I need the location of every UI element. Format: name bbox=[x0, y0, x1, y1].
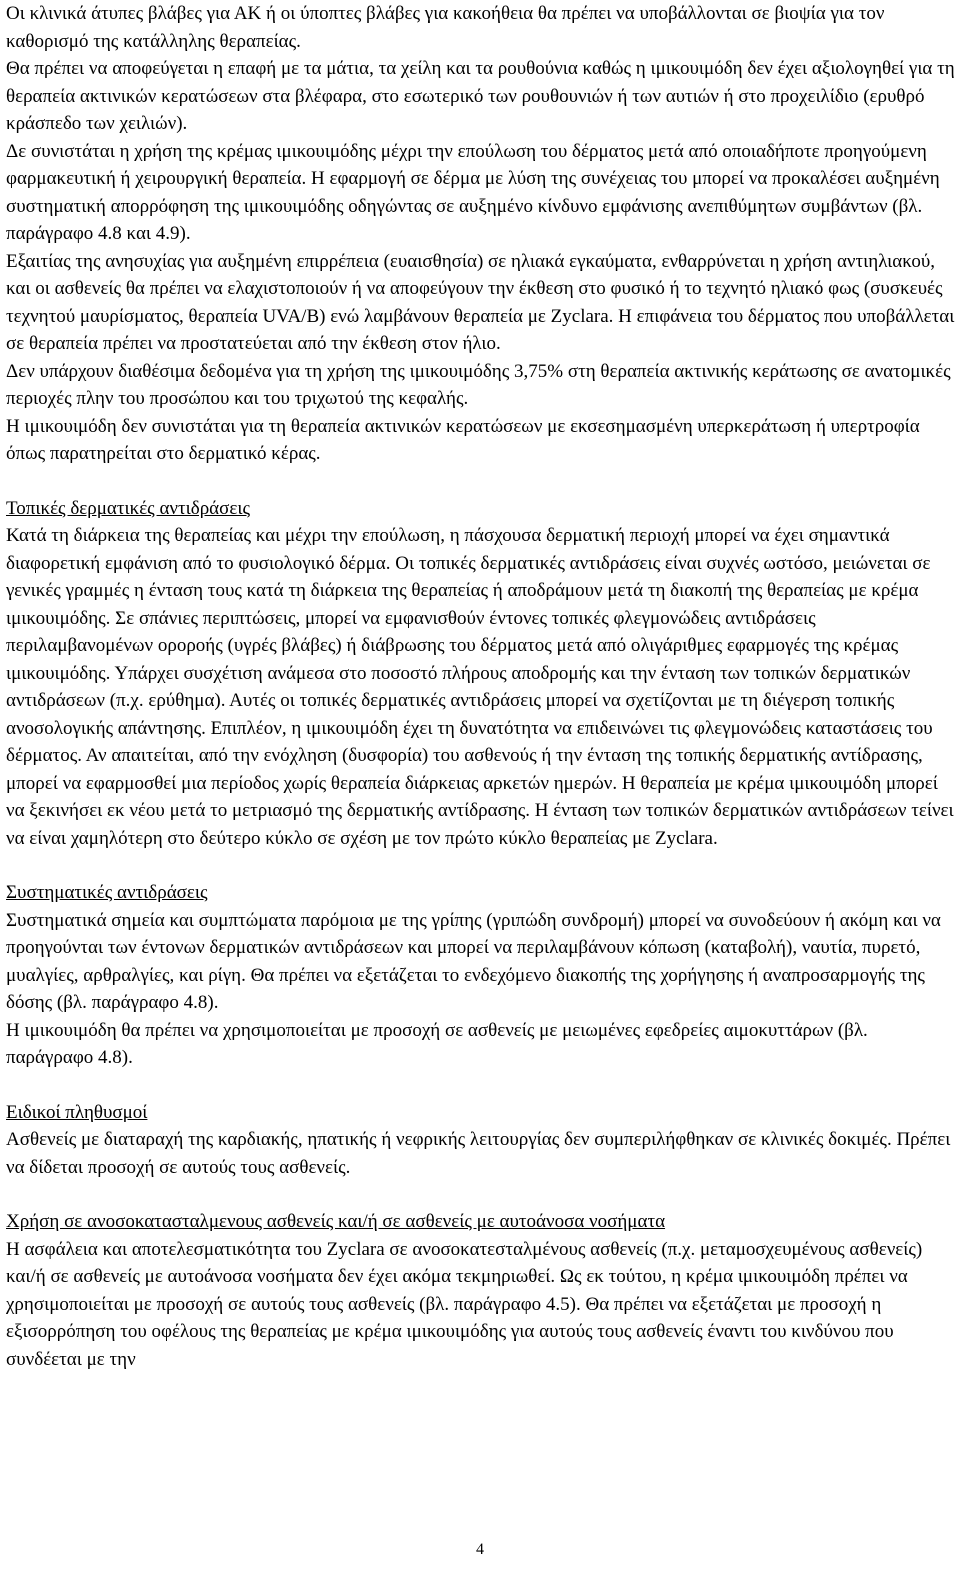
paragraph-avoid-contact: Θα πρέπει να αποφεύγεται η επαφή με τα μάτια, τα χείλη και τα ρουθούνια καθώς η ιμικουιμόδη δεν έχει αξιολογηθεί για τη θεραπεία ακτινικών κερατώσεων στα βλέφαρα, στο εσωτερικό των ρουθουνιών ή των αυτιών ή στο προχειλίδιο (ερυθρό κράσπεδο των χειλιών). bbox=[6, 58, 955, 134]
heading-systemic-reactions: Συστηματικές αντιδράσεις bbox=[6, 882, 208, 903]
page-number: 4 bbox=[476, 1541, 484, 1558]
paragraph-wound-healing: Δε συνιστάται η χρήση της κρέμας ιμικουιμόδης μέχρι την επούλωση του δέρματος μετά από οποιαδήποτε προηγούμενη φαρμακευτική ή χειρουργική θεραπεία. Η εφαρμογή σε δέρμα με λύση της συνέχειας του μπορεί να προκαλέσει αυξημένη συστηματική απορρόφηση της ιμικουιμόδης οδηγώντας σε αυξημένο κίνδυνο εμφάνισης ανεπιθύμητων συμβάντων (βλ. παράγραφο 4.8 και 4.9). bbox=[6, 140, 940, 244]
paragraph-special-populations: Ασθενείς με διαταραχή της καρδιακής, ηπατικής ή νεφρικής λειτουργίας δεν συμπεριλήφθηκαν σε κλινικές δοκιμές. Πρέπει να δίδεται προσοχή σε αυτούς τους ασθενείς. bbox=[6, 1129, 951, 1178]
paragraph-systemic-reactions: Συστηματικά σημεία και συμπτώματα παρόμοια με της γρίπης (γριπώδη συνδρομή) μπορεί να συνοδεύουν ή ακόμη και να προηγούνται των έντονων δερματικών αντιδράσεων και μπορεί να περιλαμβάνουν κόπωση (καταβολή), ναυτία, πυρετό, μυαλγίες, αρθραλγίες, και ρίγη. Θα πρέπει να εξετάζεται το ενδεχόμενο διακοπής της χορήγησης ή αναπροσαρμογής της δόσης (βλ. παράγραφο 4.8). bbox=[6, 909, 941, 1013]
paragraph-immunocompromised: Η ασφάλεια και αποτελεσματικότητα του Zyclara σε ανοσοκατεσταλμένους ασθενείς (π.χ. μεταμοσχευμένους ασθενείς) και/ή σε ασθενείς με αυτοάνοσα νοσήματα δεν έχει ακόμα τεκμηριωθεί. Ως εκ τούτου, η κρέμα ιμικουιμόδη πρέπει να χρησιμοποιείται με προσοχή σε αυτούς τους ασθενείς (βλ. παράγραφο 4.5). Θα πρέπει να εξετάζεται με προσοχή η εξισορρόπηση του οφέλους της θεραπείας με κρέμα ιμικουιμόδης για αυτούς τους ασθενείς έναντι του κινδύνου που συνδέεται με την bbox=[6, 1238, 923, 1370]
paragraph-blood-cells: Η ιμικουιμόδη θα πρέπει να χρησιμοποιείται με προσοχή σε ασθενείς με μειωμένες εφεδρείες αιμοκυττάρων (βλ. παράγραφο 4.8). bbox=[6, 1019, 868, 1068]
heading-local-reactions: Τοπικές δερματικές αντιδράσεις bbox=[6, 497, 250, 519]
paragraph-no-data: Δεν υπάρχουν διαθέσιμα δεδομένα για τη χρήση της ιμικουιμόδης 3,75% στη θεραπεία ακτινικής κεράτωσης σε ανατομικές περιοχές πλην του προσώπου και του τριχωτού της κεφαλής. bbox=[6, 360, 951, 409]
document-page bbox=[6, 0, 956, 1373]
paragraph-hyperkeratosis: Η ιμικουιμόδη δεν συνιστάται για τη θεραπεία ακτινικών κερατώσεων με εκσεσημασμένη υπερκεράτωση ή υπερτροφία όπως παρατηρείται στο δερματικό κέρας. bbox=[6, 415, 920, 464]
paragraph-sun-exposure: Εξαιτίας της ανησυχίας για αυξημένη επιρρέπεια (ευαισθησία) σε ηλιακά εγκαύματα, ενθαρρύνεται η χρήση αντιηλιακού, και οι ασθενείς θα πρέπει να ελαχιστοποιούν ή να αποφεύγουν την έκθεση στο φυσικό ή το τεχνητό ηλιακό φως (συσκευές τεχνητού μαυρίσματος, θεραπεία UVA/B) ενώ λαμβάνουν θεραπεία με Zyclara. Η επιφάνεια του δέρματος που υποβάλλεται σε θεραπεία πρέπει να προστατεύεται από την έκθεση στον ήλιο. bbox=[6, 250, 955, 354]
paragraph-local-reactions: Κατά τη διάρκεια της θεραπείας και μέχρι την επούλωση, η πάσχουσα δερματική περιοχή μπορεί να έχει σημαντικά διαφορετική εμφάνιση από το φυσιολογικό δέρμα. Οι τοπικές δερματικές αντιδράσεις είναι συχνές ωστόσο, μειώνεται σε γενικές γραμμές η ένταση τους κατά τη διάρκεια της θεραπείας ή αποδράμουν μετά τη διακοπή της θεραπείας με κρέμα ιμικουιμόδης. Σε σπάνιες περιπτώσεις, μπορεί να εμφανισθούν έντονες τοπικές φλεγμονώδεις αντιδράσεις περιλαμβανομένων οροροής (υγρές βλάβες) ή διάβρωσης του δέρματος μετά από ολιγάριθμες εφαρμογές της κρέμας ιμικουιμόδης. Υπάρχει συσχέτιση ανάμεσα στο ποσοστό πλήρους αποδρομής και την ένταση των τοπικών δερματικών αντιδράσεων (π.χ. ερύθημα). Αυτές οι τοπικές δερματικές αντιδράσεις μπορεί να σχετίζονται με τη διέγερση τοπικής ανοσολογικής απάντησης. Επιπλέον, η ιμικουιμόδη έχει τη δυνατότητα να επιδεινώνει τις φλεγμονώδεις καταστάσεις του δέρματος. Αν απαιτείται, από την ενόχληση (δυσφορία) του ασθενούς ή την ένταση της τοπικής δερματικής αντίδρασης, μπορεί να εφαρμοσθεί μια περίοδος χωρίς θεραπεία διάρκειας αρκετών ημερών. Η θεραπεία με κρέμα ιμικουιμόδη μπορεί να ξεκινήσει εκ νέου μετά το μετριασμό της δερματικής αντίδρασης. Η ένταση των τοπικών δερματικών αντιδράσεων τείνει να είναι χαμηλότερη στο δεύτερο κύκλο σε σχέση με τον πρώτο κύκλο θεραπείας με Zyclara. bbox=[6, 525, 954, 849]
heading-immunocompromised: Χρήση σε ανοσοκατασταλμενους ασθενείς και/ή σε ασθενείς με αυτοάνοσα νοσήματα bbox=[6, 1211, 666, 1232]
paragraph-atypical-lesions: Οι κλινικά άτυπες βλάβες για ΑΚ ή οι ύποπτες βλάβες για κακοήθεια θα πρέπει να υποβάλλονται σε βιοψία για τον καθορισμό της κατάλληλης θεραπείας. bbox=[6, 3, 885, 52]
heading-special-populations: Ειδικοί πληθυσμοί bbox=[6, 1101, 148, 1123]
